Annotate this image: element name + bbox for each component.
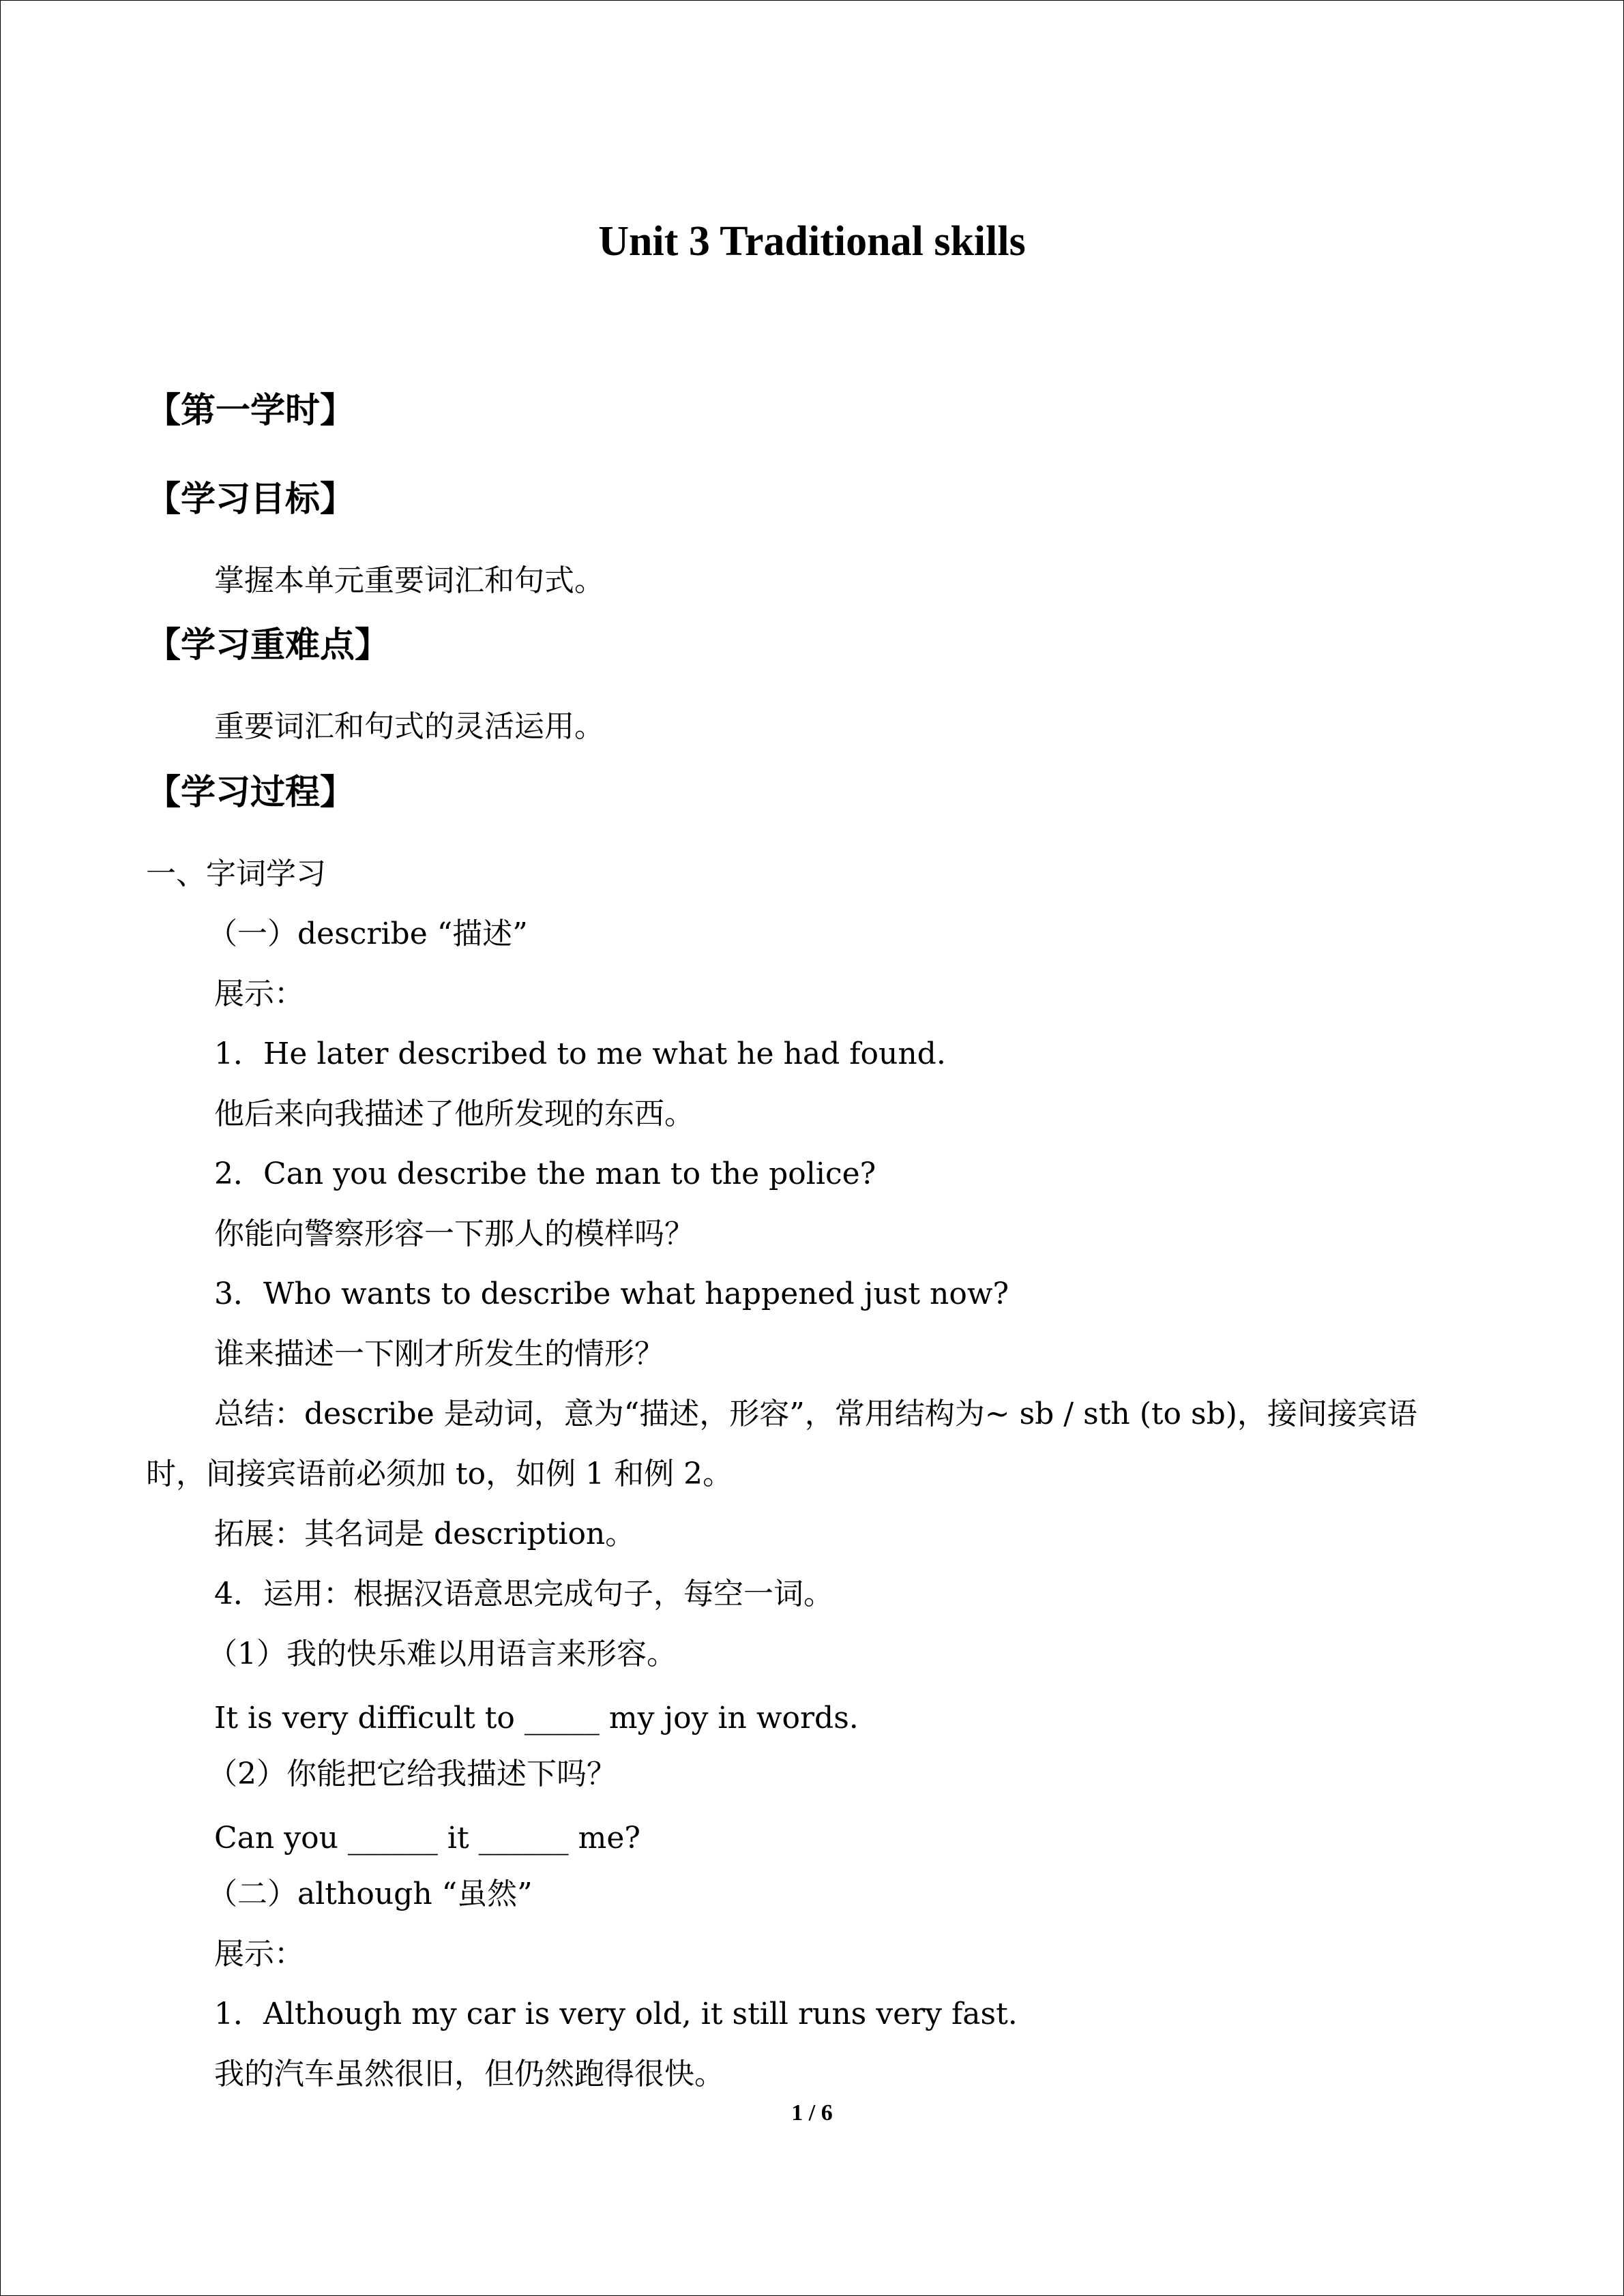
describe-practice: 4．运用：根据汉语意思完成句子，每空一词。 bbox=[214, 1577, 833, 1611]
although-heading: （二）although “虽然” bbox=[207, 1877, 533, 1911]
describe-question-1-zh: （1）我的快乐难以用语言来形容。 bbox=[207, 1637, 677, 1671]
although-example-1-zh: 我的汽车虽然很旧，但仍然跑得很快。 bbox=[214, 2057, 724, 2091]
heading-key-points: 【学习重难点】 bbox=[146, 625, 390, 666]
section-one-title: 一、字词学习 bbox=[146, 856, 326, 891]
describe-summary-line-1: 总结：describe 是动词，意为“描述，形容”，常用结构为~ sb / sth (to sb)，接间接宾语 bbox=[214, 1397, 1417, 1431]
heading-process: 【学习过程】 bbox=[146, 773, 355, 813]
document-title: Unit 3 Traditional skills bbox=[598, 218, 1026, 265]
describe-heading: （一）describe “描述” bbox=[207, 916, 528, 951]
describe-example-3-zh: 谁来描述一下刚才所发生的情形？ bbox=[214, 1337, 664, 1371]
describe-summary-line-2: 时，间接宾语前必须加 to，如例 1 和例 2。 bbox=[146, 1457, 733, 1491]
describe-example-2-en: 2．Can you describe the man to the police? bbox=[214, 1157, 876, 1191]
page-number: 1 / 6 bbox=[791, 2100, 833, 2126]
goals-text: 掌握本单元重要词汇和句式。 bbox=[214, 563, 604, 598]
although-show-label: 展示： bbox=[214, 1937, 304, 1971]
heading-lesson: 【第一学时】 bbox=[146, 391, 355, 431]
describe-expand: 拓展：其名词是 description。 bbox=[214, 1517, 636, 1551]
describe-example-1-en: 1．He later described to me what he had found. bbox=[214, 1037, 946, 1071]
key-points-text: 重要词汇和句式的灵活运用。 bbox=[214, 709, 604, 744]
describe-show-label: 展示： bbox=[214, 976, 304, 1011]
describe-question-2-zh: （2）你能把它给我描述下吗？ bbox=[207, 1757, 617, 1791]
describe-question-1-en: It is very difficult to _____ my joy in words. bbox=[214, 1701, 859, 1735]
heading-goals: 【学习目标】 bbox=[146, 479, 355, 520]
describe-example-3-en: 3．Who wants to describe what happened just now? bbox=[214, 1277, 1009, 1311]
describe-example-2-zh: 你能向警察形容一下那人的模样吗？ bbox=[214, 1217, 694, 1251]
describe-example-1-zh: 他后来向我描述了他所发现的东西。 bbox=[214, 1097, 694, 1131]
describe-question-2-en: Can you ______ it ______ me? bbox=[214, 1821, 640, 1855]
although-example-1-en: 1．Although my car is very old, it still runs very fast. bbox=[214, 1997, 1018, 2031]
